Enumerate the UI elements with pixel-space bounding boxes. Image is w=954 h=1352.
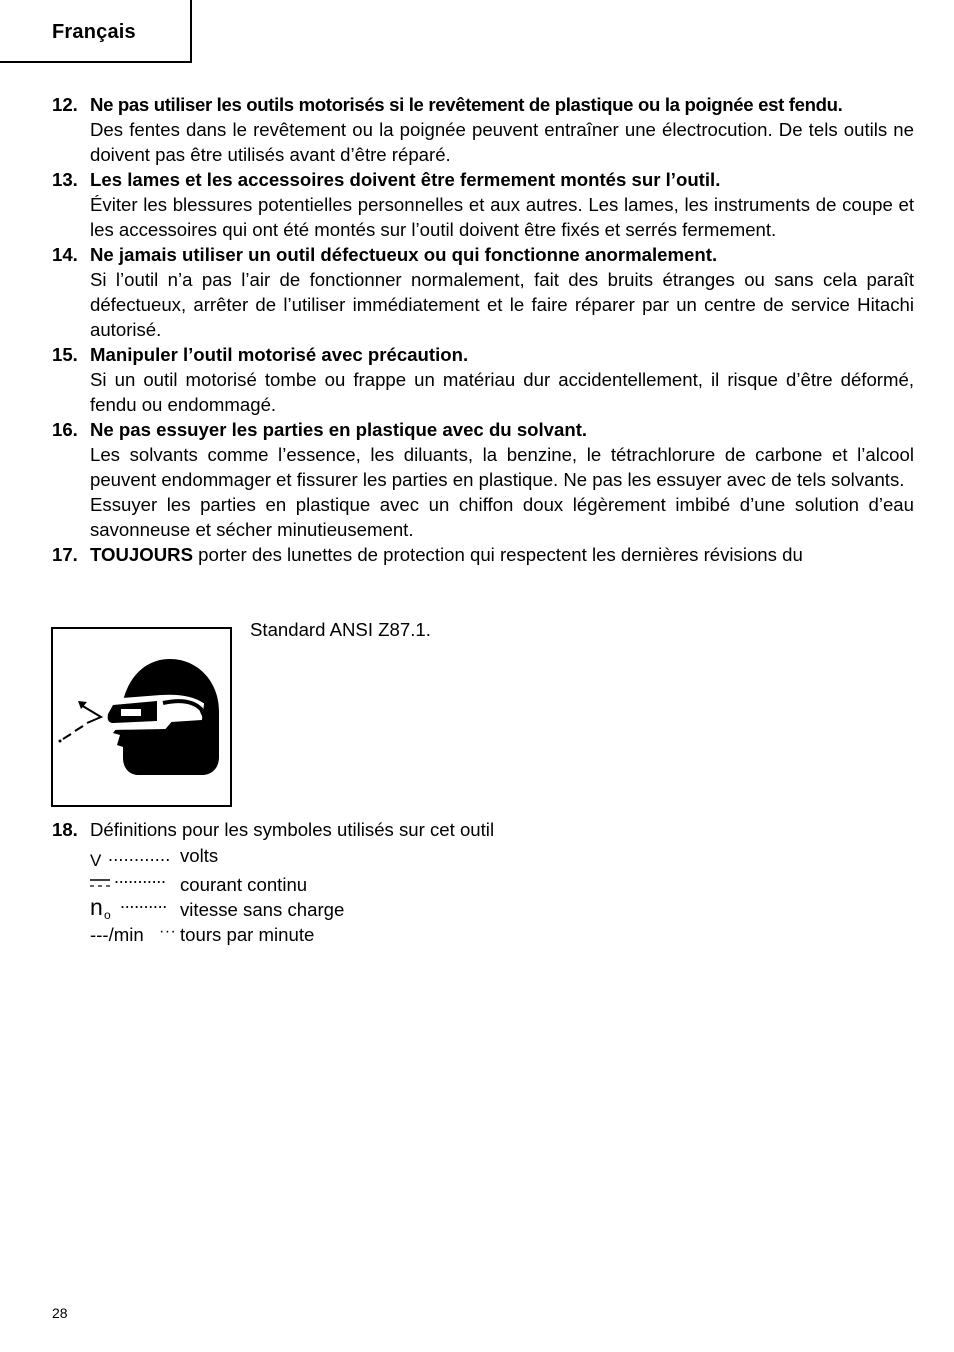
symbol-meaning: volts: [180, 845, 219, 866]
instruction-item-12: [52, 92, 914, 167]
language-tab: [0, 0, 192, 63]
item-paragraph: [90, 542, 914, 567]
item-heading: Ne jamais utiliser un outil défectueux ou qui fonctionne anormalement.: [90, 244, 718, 265]
instruction-item-15: [52, 342, 914, 417]
symbol-meaning: vitesse sans charge: [180, 899, 345, 920]
item-paragraph: Éviter les blessures potentielles personnelles et aux autres. Les lames, les instruments de coupe et les accessoires qui ont été montés sur l’outil doivent être fixés et serrés fermement.: [90, 194, 914, 240]
standard-reference: Standard ANSI Z87.1.: [250, 619, 431, 640]
symbol-meaning: courant continu: [180, 874, 308, 895]
item-number: 18.: [52, 819, 78, 840]
symbol-leader: ..........: [120, 892, 168, 912]
symbol-leader: ···: [159, 923, 177, 940]
item-heading: Ne pas essuyer les parties en plastique avec du solvant.: [90, 419, 588, 440]
item-number: 15.: [52, 344, 78, 365]
item-paragraph: Si l’outil n’a pas l’air de fonctionner normalement, fait des bruits étranges ou sans cela paraît défectueux, arrêter de l’utiliser immédiatement et le faire réparer par un centre de service Hitachi autorisé.: [90, 269, 914, 340]
symbol-meaning: tours par minute: [180, 924, 315, 945]
symbol-leader: ............: [108, 845, 171, 865]
language-label: Français: [52, 21, 136, 43]
symbol-v: V: [90, 851, 102, 870]
symbol-per-min: ---/min: [90, 924, 144, 945]
item-number: 16.: [52, 419, 78, 440]
instruction-item-18: [52, 817, 914, 957]
instruction-item-17: [52, 542, 914, 567]
item-intro: Définitions pour les symboles utilisés sur cet outil: [90, 819, 495, 840]
item-paragraph: Des fentes dans le revêtement ou la poignée peuvent entraîner une électrocution. De tels outils ne doivent pas être utilisés avant d’être réparé.: [90, 119, 914, 165]
item-heading: Ne pas utiliser les outils motorisés si le revêtement de plastique ou la poignée est fendu.: [90, 94, 843, 115]
symbol-subscript: o: [104, 908, 111, 922]
emphasis-word: TOUJOURS: [90, 544, 193, 565]
item-paragraph: Si un outil motorisé tombe ou frappe un matériau dur accidentellement, il risque d’être déformé, fendu ou endommagé.: [90, 369, 914, 415]
item-text: porter des lunettes de protection qui respectent les dernières révisions du: [198, 544, 803, 565]
instruction-item-16: [52, 417, 914, 542]
item-number: 13.: [52, 169, 78, 190]
item-number: 14.: [52, 244, 78, 265]
lens-highlight: [121, 709, 141, 716]
item-paragraph: Les solvants comme l’essence, les diluants, la benzine, le tétrachlorure de carbone et l’alcool peuvent endommager et fissurer les parties en plastique. Ne pas les essuyer avec de tels solvants.: [90, 444, 914, 490]
symbol-n: n: [90, 894, 103, 920]
item-number: 12.: [52, 94, 78, 115]
safety-instructions: [52, 92, 914, 567]
page-number: 28: [52, 1305, 68, 1321]
symbol-leader: ...........: [114, 867, 166, 887]
direct-current-icon: [90, 877, 112, 891]
instruction-item-14: [52, 242, 914, 342]
eye-protection-symbol: [51, 627, 232, 807]
safety-glasses-icon: [53, 629, 230, 805]
particle-trajectory: [63, 705, 101, 739]
item-number: 17.: [52, 544, 78, 565]
item-heading: Manipuler l’outil motorisé avec précaution.: [90, 344, 469, 365]
item-heading: Les lames et les accessoires doivent être fermement montés sur l’outil.: [90, 169, 721, 190]
instruction-item-13: [52, 167, 914, 242]
item-paragraph: Essuyer les parties en plastique avec un chiffon doux légèrement imbibé d’une solution d’eau savonneuse et sécher minutieusement.: [90, 494, 914, 540]
